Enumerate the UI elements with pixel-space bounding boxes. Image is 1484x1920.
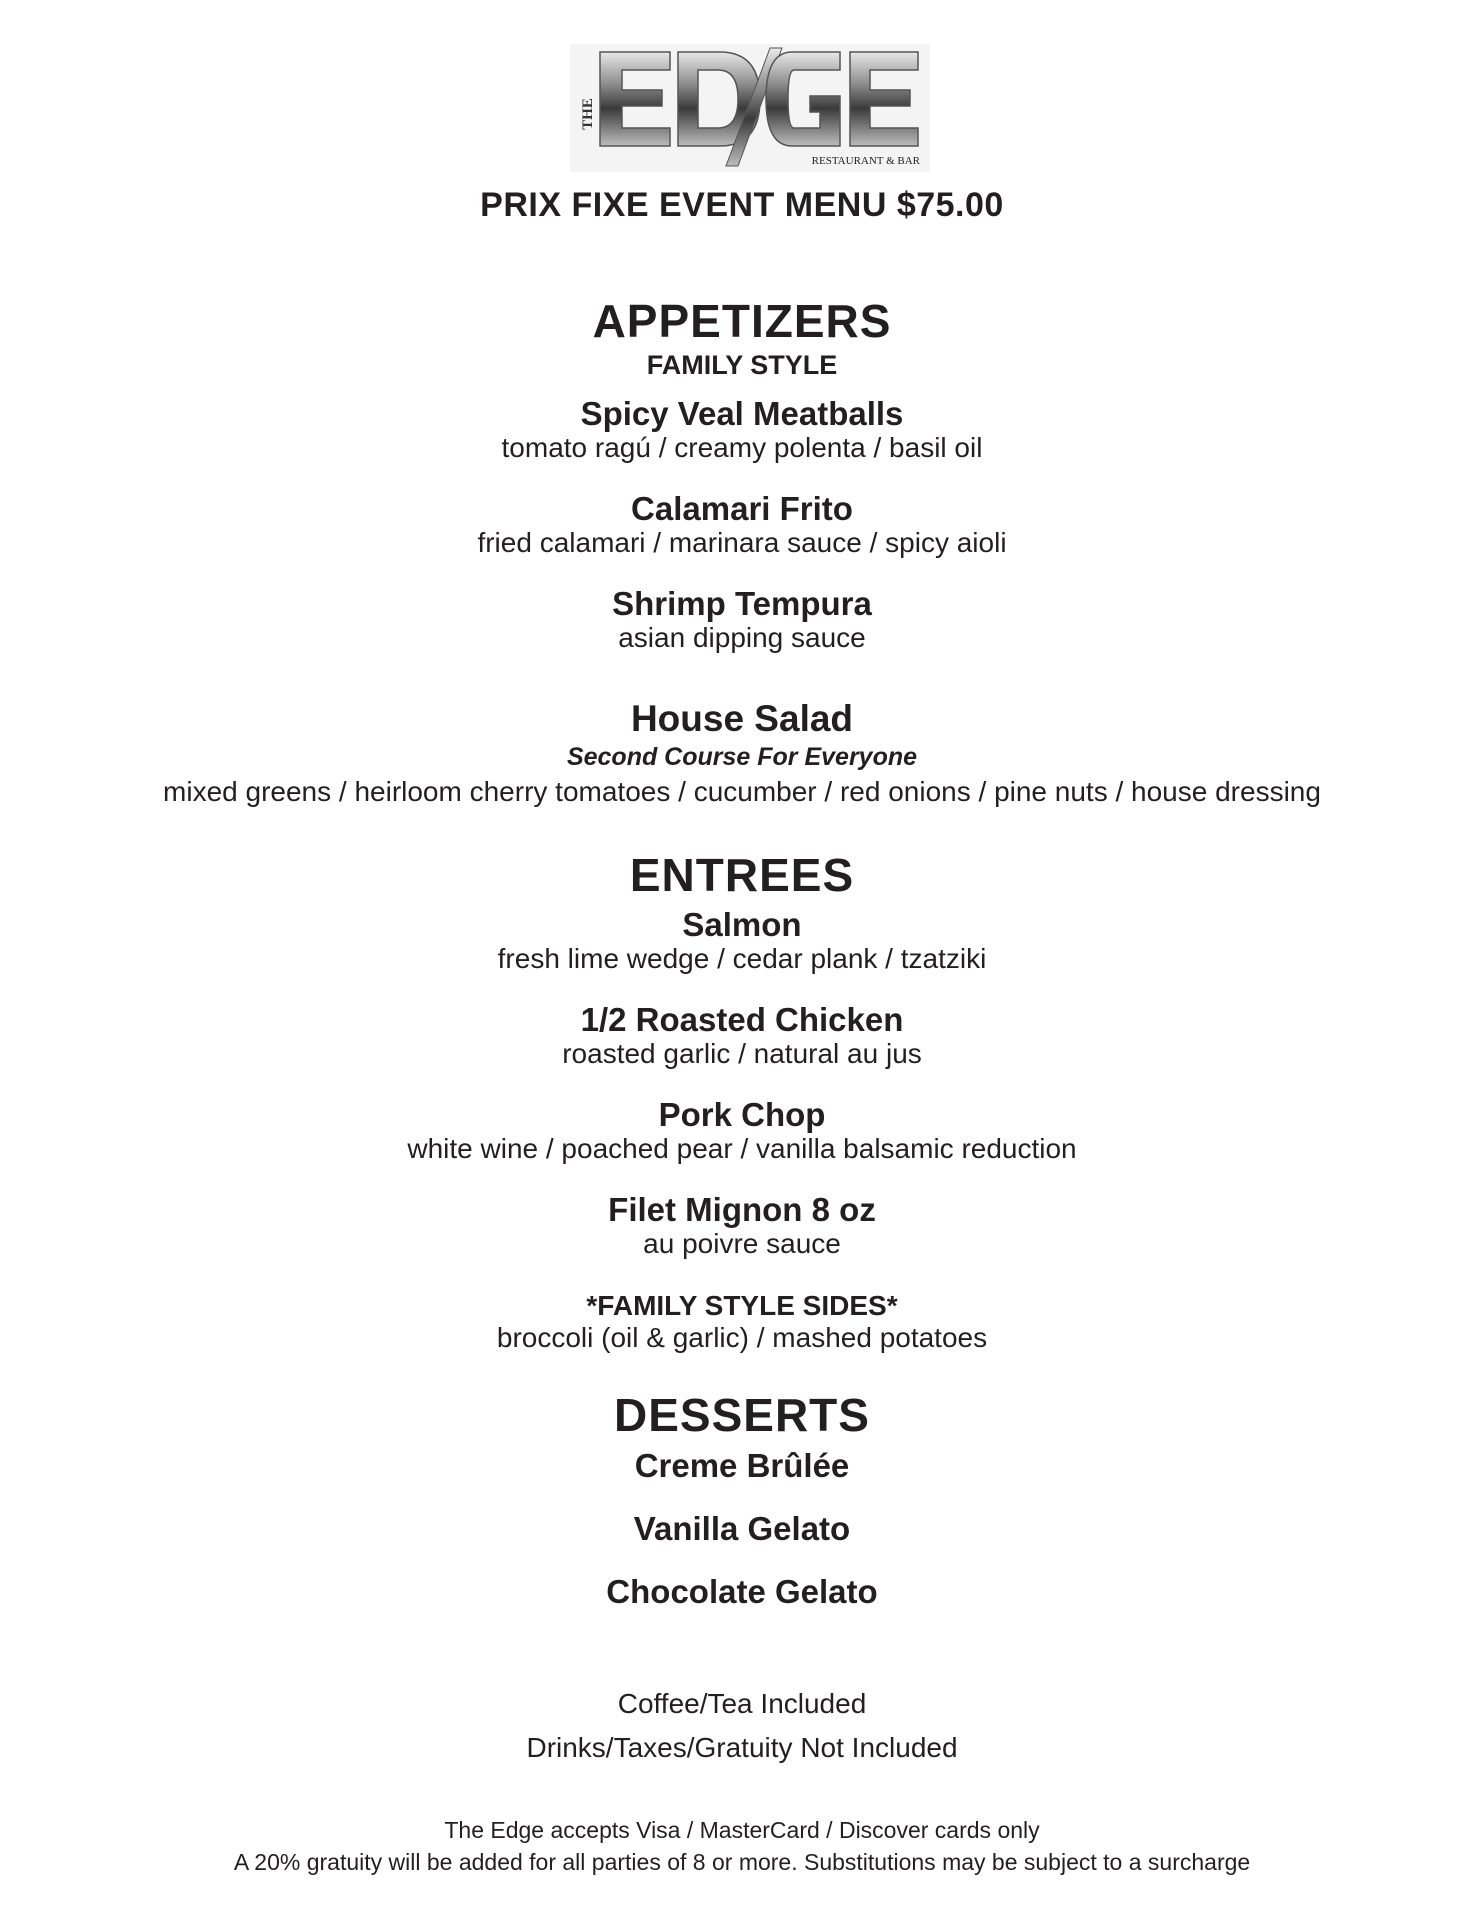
salad-description: mixed greens / heirloom cherry tomatoes / cucumber / red onions / pine nuts / house dressing (163, 776, 1321, 807)
edge-logo (570, 44, 930, 172)
dish-description: au poivre sauce (643, 1228, 841, 1259)
dish-description: fresh lime wedge / cedar plank / tzatziki (497, 943, 987, 974)
dish-description: fried calamari / marinara sauce / spicy aioli (477, 527, 1007, 558)
dish-description: asian dipping sauce (618, 622, 866, 653)
edge-logo-graphic (570, 44, 930, 172)
salad-note: Second Course For Everyone (566, 743, 918, 771)
dish-name: Shrimp Tempura (612, 585, 872, 622)
dish-name: Salmon (682, 906, 802, 943)
logo-tagline: RESTAURANT & BAR (811, 155, 920, 167)
dish-description: white wine / poached pear / vanilla balsamic reduction (407, 1133, 1077, 1164)
gratuity-note: A 20% gratuity will be added for all parties of 8 or more. Substitutions may be subject to a surcharge (233, 1849, 1251, 1875)
entrees-heading: ENTREES (629, 849, 855, 901)
sides-description: broccoli (oil & garlic) / mashed potatoes (496, 1322, 988, 1353)
cards-note: The Edge accepts Visa / MasterCard / Discover cards only (444, 1817, 1040, 1843)
dessert-item: Creme Brûlée (634, 1447, 850, 1484)
salad-name: House Salad (630, 698, 854, 739)
appetizers-style: FAMILY STYLE (646, 350, 838, 380)
appetizers-heading: APPETIZERS (592, 295, 892, 347)
dish-name: Filet Mignon 8 oz (608, 1191, 876, 1228)
desserts-heading: DESSERTS (614, 1389, 870, 1441)
not-included-note: Drinks/Taxes/Gratuity Not Included (526, 1732, 958, 1763)
dish-name: Pork Chop (658, 1096, 826, 1133)
event-title: PRIX FIXE EVENT MENU $75.00 (480, 186, 1004, 224)
sides-title: *FAMILY STYLE SIDES* (586, 1290, 898, 1321)
dessert-item: Chocolate Gelato (606, 1573, 878, 1610)
dish-description: roasted garlic / natural au jus (562, 1038, 922, 1069)
dessert-item: Vanilla Gelato (633, 1510, 851, 1547)
dish-name: Calamari Frito (631, 490, 853, 527)
coffee-note: Coffee/Tea Included (617, 1688, 867, 1719)
dish-name: Spicy Veal Meatballs (580, 395, 904, 432)
dish-description: tomato ragú / creamy polenta / basil oil (501, 432, 983, 463)
logo-the: THE (580, 98, 596, 130)
dish-name: 1/2 Roasted Chicken (580, 1001, 904, 1038)
